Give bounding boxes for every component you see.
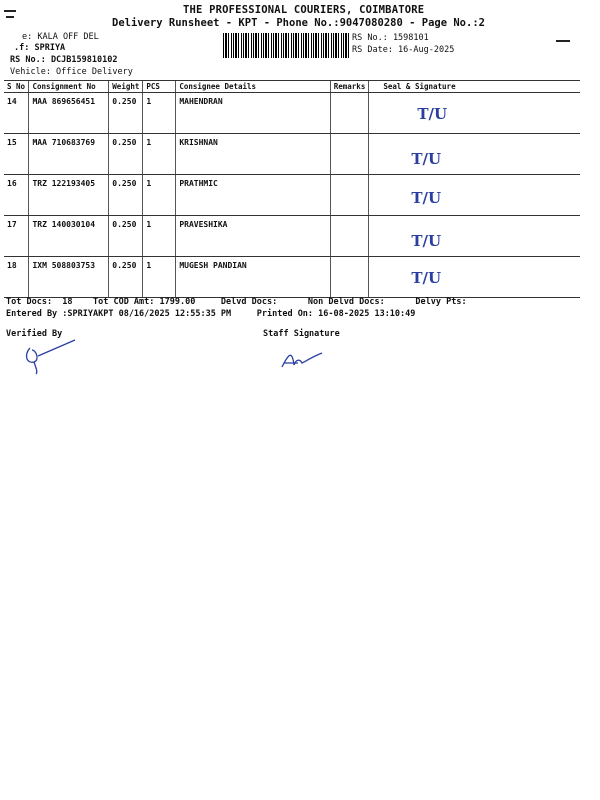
cell-remarks [330,175,369,216]
cell-seal [369,134,580,175]
signature-mark: T/U [411,150,442,168]
cell-seal [369,175,580,216]
cell-remarks [330,257,369,298]
cell-weight: 0.250 [109,175,143,216]
cell-consignment: IXM 508803753 [29,257,109,298]
col-header-sno: S No [4,81,29,93]
rs-date: RS Date: 16-Aug-2025 [352,45,455,55]
cell-consignment: MAA 869656451 [29,93,109,134]
cell-weight: 0.250 [109,134,143,175]
signature-mark: T/U [411,232,442,250]
scan-mark [6,16,14,18]
header-field-2: .f: SPRIYA [14,43,66,53]
page-subtitle: Delivery Runsheet - KPT - Phone No.:9047080280 - Page No.:2 [112,17,485,29]
cell-sno: 18 [4,257,29,298]
rs-number: RS No.: 1598101 [352,33,429,43]
table-row [4,93,580,134]
cell-consignee: PRAVESHIKA [176,216,330,257]
cell-seal [369,257,580,298]
cell-consignee: KRISHNAN [176,134,330,175]
cell-consignment: TRZ 140030104 [29,216,109,257]
signature-mark: T/U [417,105,448,123]
header-field-1: e: KALA OFF DEL [22,32,99,42]
col-header-pcs: PCS [143,81,176,93]
cell-remarks [330,134,369,175]
cell-consignment: TRZ 122193405 [29,175,109,216]
cell-consignment: MAA 710683769 [29,134,109,175]
staff-signature [278,345,328,375]
cell-pcs: 1 [143,257,176,298]
cell-weight: 0.250 [109,257,143,298]
cell-sno: 15 [4,134,29,175]
page-title: THE PROFESSIONAL COURIERS, COIMBATORE [183,4,425,16]
table-row [4,134,580,175]
entered-by-line: Entered By :SPRIYAKPT 08/16/2025 12:55:35 PM Printed On: 16-08-2025 13:10:49 [6,309,416,319]
cell-pcs: 1 [143,93,176,134]
cell-sno: 16 [4,175,29,216]
cell-weight: 0.250 [109,216,143,257]
col-header-weight: Weight [109,81,143,93]
cell-pcs: 1 [143,134,176,175]
cell-consignee: MUGESH PANDIAN [176,257,330,298]
cell-remarks [330,216,369,257]
cell-pcs: 1 [143,216,176,257]
cell-pcs: 1 [143,175,176,216]
cell-sno: 14 [4,93,29,134]
col-header-seal: Seal & Signature [369,81,580,93]
barcode [223,33,351,58]
vehicle-label: Vehicle: Office Delivery [10,67,133,77]
runsheet-table [4,80,580,298]
col-header-remarks: Remarks [330,81,369,93]
staff-signature-label: Staff Signature [263,329,340,339]
cell-weight: 0.250 [109,93,143,134]
cell-remarks [330,93,369,134]
table-header-row [4,81,580,93]
table-row [4,175,580,216]
totals-line: Tot Docs: 18 Tot COD Amt: 1799.00 Delvd Docs: Non Delvd Docs: Delvy Pts: [6,297,467,307]
signature-mark: T/U [411,269,442,287]
scan-mark [556,40,570,42]
cell-seal [369,93,580,134]
cell-consignee: MAHENDRAN [176,93,330,134]
cell-seal [369,216,580,257]
verified-by-label: Verified By [6,329,63,339]
drs-number: RS No.: DCJB159810102 [10,55,118,65]
cell-sno: 17 [4,216,29,257]
table-row [4,216,580,257]
scan-mark [4,10,16,12]
col-header-consignment: Consignment No [29,81,109,93]
cell-consignee: PRATHMIC [176,175,330,216]
signature-mark: T/U [411,189,442,207]
verified-by-signature [20,338,80,378]
table-row [4,257,580,298]
col-header-consignee: Consignee Details [176,81,330,93]
